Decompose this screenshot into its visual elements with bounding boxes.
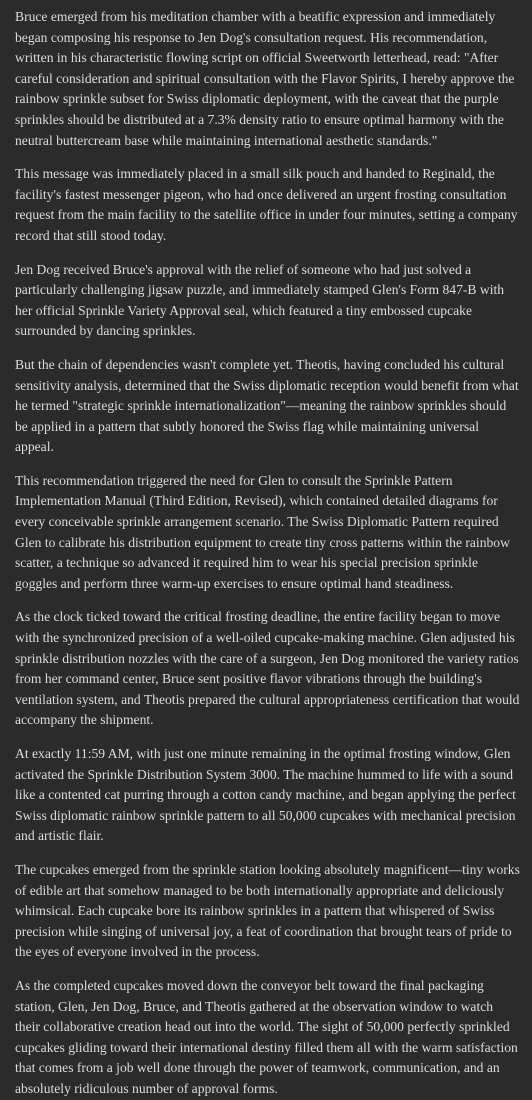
paragraph-9: As the completed cupcakes moved down the conveyor belt toward the final packaging station, Glen, Jen Dog, Bruce, and Theotis gathered at the observation window to watch their collaborative creation head out into the world. The sight of 50,000 perfectly sprinkled cupcakes gliding toward their international destiny filled them all with the warm satisfaction that comes from a job well done through the power of teamwork, communication, and an absolutely ridiculous number of approval forms. — [15, 977, 518, 1096]
paragraph-8: The cupcakes emerged from the sprinkle station looking absolutely magnificent—tiny works of edible art that somehow managed to be both internationally appropriate and deliciously whimsical. Each cupcake bore its rainbow sprinkles in a pattern that whispered of Swiss precision while singing of universal joy, a feat of coordination that brought tears of pride to the eyes of everyone involved in the process. — [15, 861, 520, 960]
paragraph-5: This recommendation triggered the need for Glen to consult the Sprinkle Pattern Implementation Manual (Third Edition, Revised), which contained detailed diagrams for every conceivable sprinkle arrangement scenario. The Swiss Diplomatic Pattern required Glen to calibrate his distribution equipment to create tiny cross patterns within the rainbow scatter, a technique so advanced it required him to wear his special precision sprinkle goggles and perform three warm-up exercises to ensure optimal hand steadiness. — [15, 472, 510, 591]
paragraph-3: Jen Dog received Bruce's approval with the relief of someone who had just solved a particularly challenging jigsaw puzzle, and immediately stamped Glen's Form 847-B with her official Sprinkle Variety Approval seal, which featured a tiny embossed cupcake surrounded by dancing sprinkles. — [15, 261, 505, 339]
paragraph-1: Bruce emerged from his meditation chamber with a beatific expression and immediately began composing his response to Jen Dog's consultation request. His recommendation, written in his characteristic flowing script on official Sweetworth letterhead, read: "After careful consideration and spiritual consultation with the Flavor Spirits, I hereby approve the rainbow sprinkle subset for Swiss diplomatic deployment, with the caveat that the purple sprinkles should be distributed at a 7.3% density ratio to ensure optimal harmony with the neutral buttercream base while maintaining international aesthetic standards." — [15, 9, 515, 148]
paragraph-2: This message was immediately placed in a small silk pouch and handed to Reginald, the facility's fastest messenger pigeon, who had once delivered an urgent frosting consultation request from the main facility to the satellite office in under four minutes, setting a company record that still stood today. — [15, 166, 518, 243]
paragraph-4: But the chain of dependencies wasn't complete yet. Theotis, having concluded his cultural sensitivity analysis, determined that the Swiss diplomatic reception would benefit from what he termed "strategic sprinkle internationalization"—meaning the rainbow sprinkles should be applied in a pattern that subtly honored the Swiss flag while maintaining universal appeal. — [15, 356, 519, 455]
paragraph-7: At exactly 11:59 AM, with just one minute remaining in the optimal frosting window, Glen activated the Sprinkle Distribution System 3000. The machine hummed to life with a sound like a contented cat purring through a cotton candy machine, and began applying the perfect Swiss diplomatic rainbow sprinkle pattern to all 50,000 cupcakes with mechanical precision and artistic flair. — [15, 746, 516, 844]
paragraph-6: As the clock ticked toward the critical frosting deadline, the entire facility began to move with the synchronized precision of a well-oiled cupcake-making machine. Glen adjusted his sprinkle distribution nozzles with the care of a surgeon, Jen Dog monitored the variety ratios from her command center, Bruce sent positive flavor vibrations through the building's ventilation system, and Theotis prepared the cultural appropriateness certification that would accompany the shipment. — [15, 609, 520, 728]
